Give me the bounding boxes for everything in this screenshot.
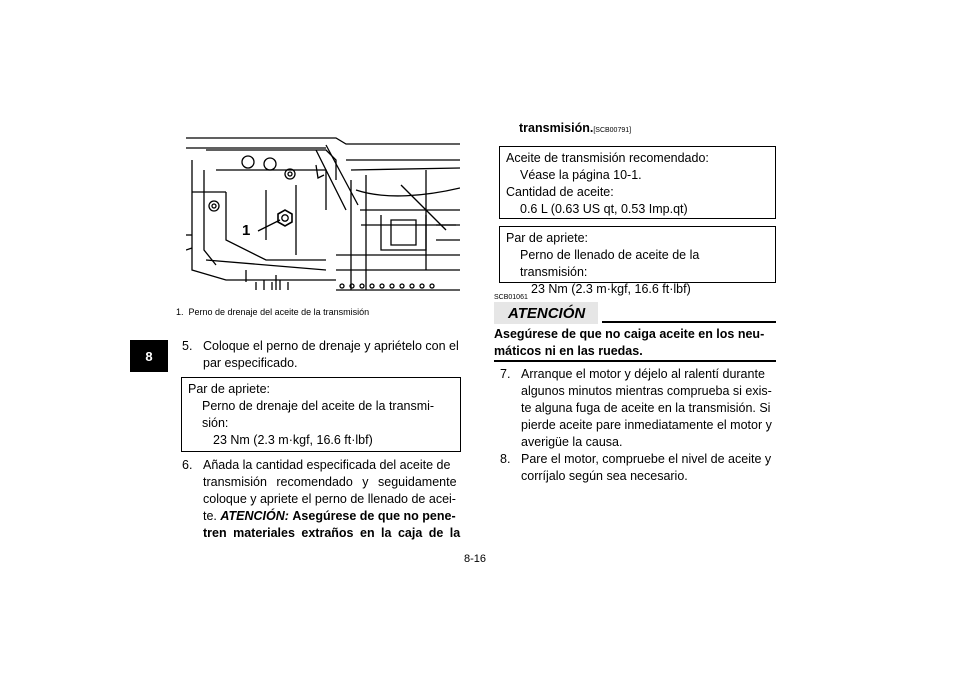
engine-illustration xyxy=(186,130,460,298)
step-number: 8. xyxy=(500,452,511,466)
step-text-line: transmisión recomendado y seguidamente xyxy=(203,475,457,489)
step-text-line: Arranque el motor y déjelo al ralentí durante xyxy=(521,367,765,381)
caution-line: Asegúrese de que no caiga aceite en los neu- xyxy=(494,327,765,341)
box-title: Par de apriete: xyxy=(506,231,588,245)
drain-bolt-figure xyxy=(186,130,460,298)
box-reference: Véase la página 10-1. xyxy=(520,168,642,182)
box-item: Perno de drenaje del aceite de la transmi- xyxy=(202,399,435,413)
step-5 xyxy=(182,338,462,372)
box-value: 23 Nm (2.3 m·kgf, 16.6 ft·lbf) xyxy=(213,433,373,447)
step-text-line: averigüe la causa. xyxy=(521,435,623,449)
step-number: 7. xyxy=(500,367,511,381)
step-text-line: Coloque el perno de drenaje y apriételo con el xyxy=(203,339,459,353)
figure-caption xyxy=(176,307,369,317)
attention-code: [SCB00791] xyxy=(593,127,632,134)
caption-text: Perno de drenaje del aceite de la transmisión xyxy=(188,307,370,317)
step-text-line: te alguna fuga de aceite en la transmisión. Si xyxy=(521,401,771,415)
step-text-line: pierde aceite pare inmediatamente el motor y xyxy=(521,418,772,432)
step-text-line: corríjalo según sea necesario. xyxy=(521,469,688,483)
step-text-line: par especificado. xyxy=(203,356,298,370)
box-label: Cantidad de aceite: xyxy=(506,185,614,199)
box-title: Par de apriete: xyxy=(188,382,270,396)
caption-number: 1. xyxy=(176,307,184,317)
attention-text: transmisión. xyxy=(519,121,594,135)
step-number: 6. xyxy=(182,458,193,472)
caution-line: máticos ni en las ruedas. xyxy=(494,344,643,358)
page-number: 8-16 xyxy=(464,553,487,565)
oil-spec-box xyxy=(499,146,776,219)
torque-spec-box-drain xyxy=(181,377,461,452)
box-title: Aceite de transmisión recomendado: xyxy=(506,151,709,165)
step-7 xyxy=(500,366,776,451)
caution-rule-bottom xyxy=(494,360,776,362)
torque-spec-box-fill xyxy=(499,226,776,296)
caution-code: SCB01061 xyxy=(494,294,528,301)
box-item: Perno de llenado de aceite de la transmisión: xyxy=(520,248,700,279)
step-text-line: Pare el motor, compruebe el nivel de aceite y xyxy=(521,452,772,466)
step-6-continuation xyxy=(519,121,631,135)
callout-number: 1 xyxy=(242,222,251,239)
step-text-line: Añada la cantidad especificada del aceite de xyxy=(203,458,451,472)
caution-header xyxy=(494,302,776,324)
attention-text: Asegúrese de que no pene- xyxy=(292,509,456,523)
chapter-tab xyxy=(130,340,168,372)
step-8 xyxy=(500,451,776,485)
step-text-line: algunos minutos mientras comprueba si exis- xyxy=(521,384,772,398)
step-text-line: coloque y apriete el perno de llenado de acei- xyxy=(203,492,456,506)
attention-label: ATENCIÓN: xyxy=(220,509,289,523)
caution-rule-top xyxy=(602,321,776,323)
step-number: 5. xyxy=(182,339,193,353)
attention-text: tren materiales extraños en la caja de la xyxy=(203,526,461,540)
caution-title: ATENCIÓN xyxy=(494,302,598,324)
box-value: 0.6 L (0.63 US qt, 0.53 Imp.qt) xyxy=(520,202,688,216)
box-item: sión: xyxy=(202,416,229,430)
step-6 xyxy=(182,457,462,542)
chapter-number: 8 xyxy=(145,348,153,364)
box-value: 23 Nm (2.3 m·kgf, 16.6 ft·lbf) xyxy=(531,282,691,296)
caution-body xyxy=(494,326,776,360)
step-text-prefix: te. xyxy=(203,509,217,523)
